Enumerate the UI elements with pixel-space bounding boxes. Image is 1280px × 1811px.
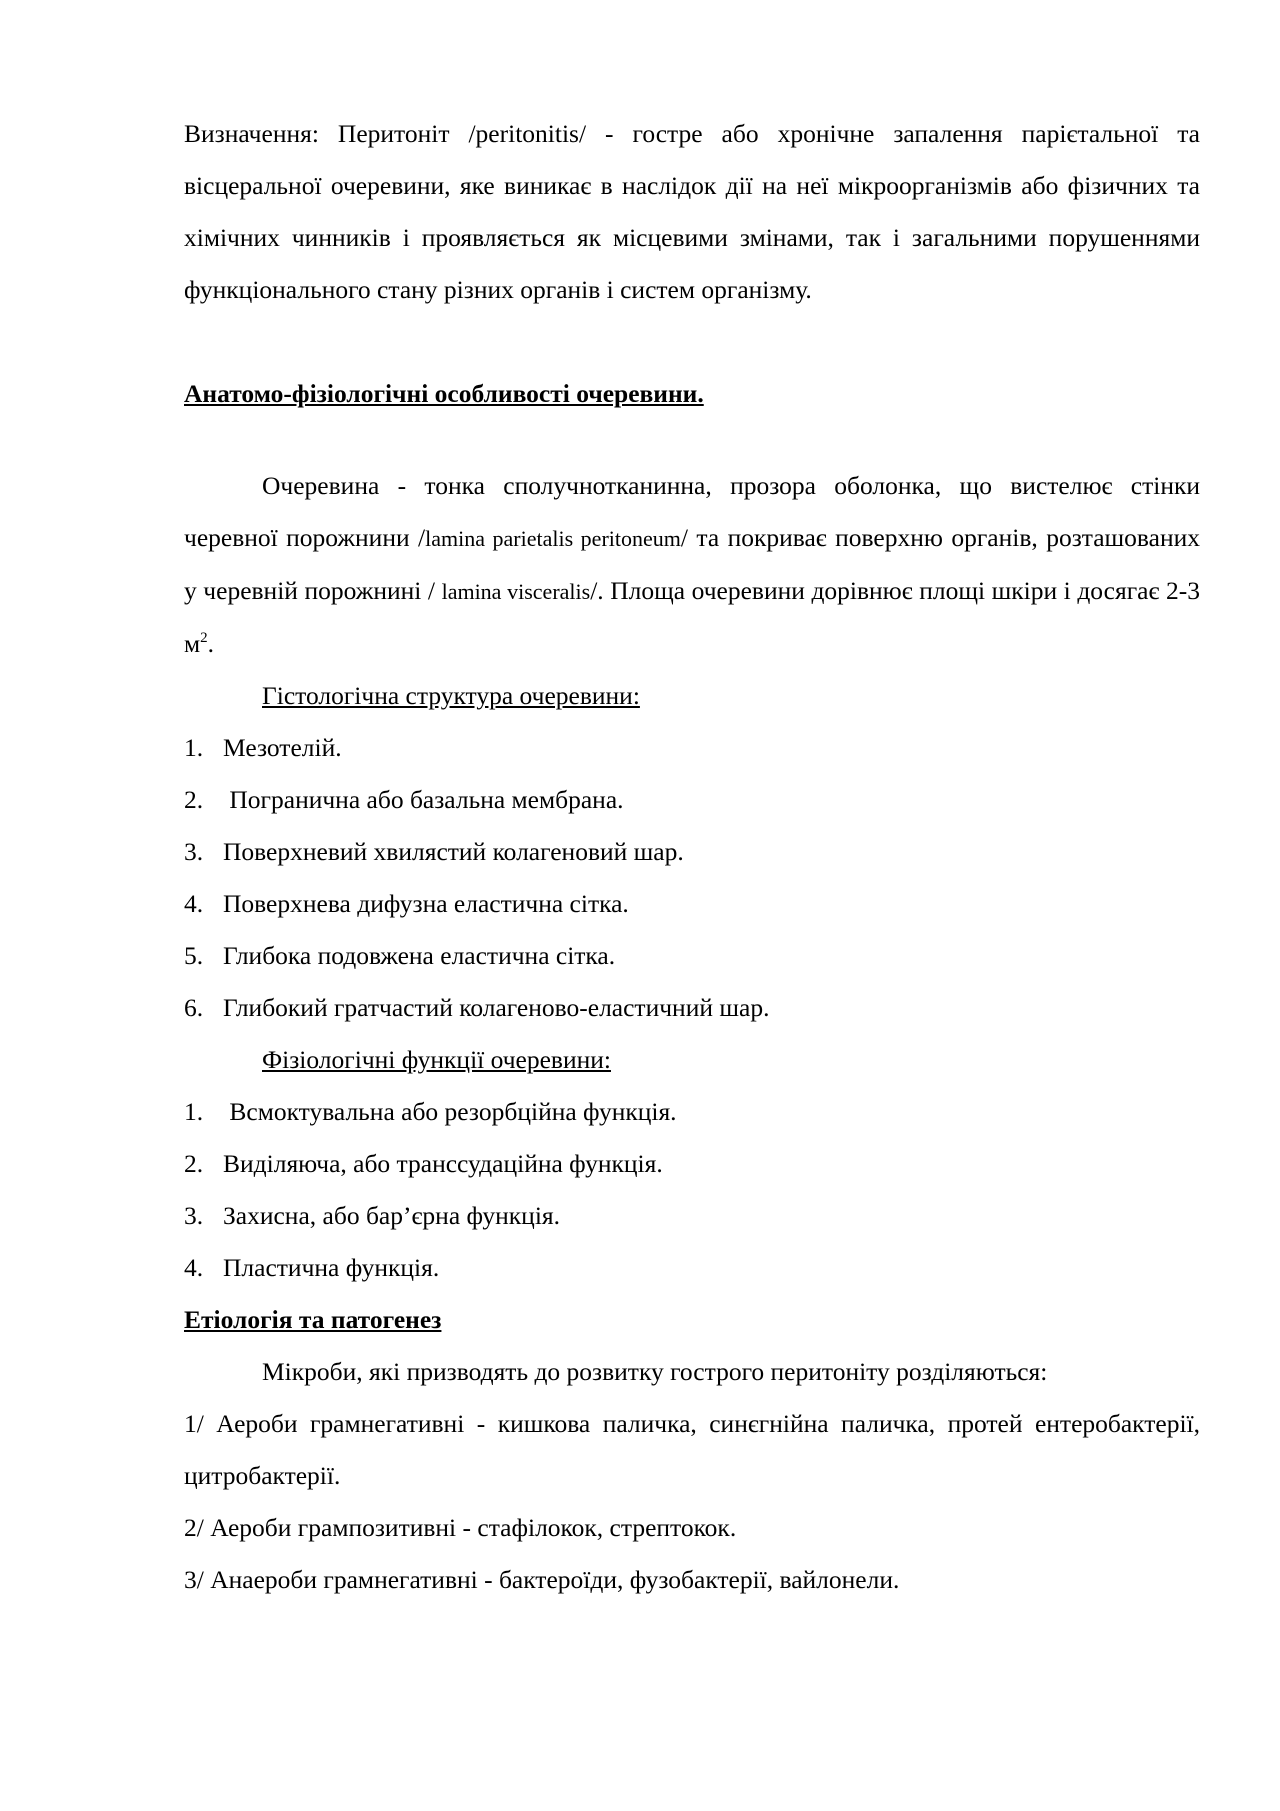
latin-term-parietalis: lamina parietalis peritoneum <box>425 526 681 551</box>
list-item-number: 4. <box>184 889 204 918</box>
list-item-text: Мезотелій. <box>223 733 342 762</box>
list-item <box>184 1138 1200 1190</box>
list-item <box>184 1190 1200 1242</box>
list-item-number: 1. <box>184 733 204 762</box>
microbe-group-2: 2/ Аероби грампозитивні - стафілокок, стрептокок. <box>184 1513 737 1542</box>
functions-list <box>184 1086 1200 1294</box>
list-item-number: 6. <box>184 993 204 1022</box>
functions-heading: Фізіологічні функції очеревини: <box>262 1045 611 1074</box>
list-item-text: Глибокий гратчастий колагеново-еластичний шар. <box>223 993 770 1022</box>
anatomy-heading: Анатомо-фізіологічні особливості очеревини. <box>184 379 704 408</box>
list-item <box>184 982 1200 1034</box>
definition-paragraph: Визначення: Перитоніт /peritonitis/ - гостре або хронічне запалення парієтальної та вісцеральної очеревини, яке виникає в наслідок дії на неї мікроорганізмів або фізичних та хімічних чинників і проявляється як місцевими змінами, так і загальними порушеннями функціонального стану різних органів і систем організму. <box>184 119 1200 304</box>
list-item <box>184 1242 1200 1294</box>
list-item <box>184 930 1200 982</box>
microbe-group-1: 1/ Аероби грамнегативні - кишкова паличка, синєгнійна паличка, протей ентеробактерії, цитробактерії. <box>184 1409 1200 1490</box>
list-item-text: Поверхнева дифузна еластична сітка. <box>223 889 629 918</box>
list-item-number: 3. <box>184 837 204 866</box>
etiology-heading: Етіологія та патогенез <box>184 1305 442 1334</box>
list-item <box>184 878 1200 930</box>
latin-term-visceralis: lamina visceralis <box>441 579 591 604</box>
anatomy-text-1: Очеревина - тонка сполучнотканинна, прозора оболонка, що вистелює стінки черевної порожнини / <box>184 471 1200 552</box>
histology-heading: Гістологічна структура очеревини: <box>262 681 640 710</box>
list-item-text: Всмоктувальна або резорбційна функція. <box>223 1097 677 1126</box>
list-item-number: 2. <box>184 1149 204 1178</box>
list-item-text: Поверхневий хвилястий колагеновий шар. <box>223 837 684 866</box>
list-item-text: Пластична функція. <box>223 1253 440 1282</box>
list-item-number: 1. <box>184 1097 204 1126</box>
document-page <box>184 108 1200 1606</box>
list-item <box>184 1086 1200 1138</box>
anatomy-paragraph <box>184 460 1200 670</box>
etiology-intro: Мікроби, які призводять до розвитку гострого перитоніту розділяються: <box>262 1357 1048 1386</box>
anatomy-text-3: /. Площа очеревини дорівнює площі шкіри і досягає 2-3 м <box>184 576 1200 658</box>
microbe-group-3: 3/ Анаероби грамнегативні - бактероїди, фузобактерії, вайлонели. <box>184 1565 900 1594</box>
list-item-number: 2. <box>184 785 204 814</box>
area-superscript: 2 <box>200 630 208 646</box>
list-item <box>184 826 1200 878</box>
list-item-text: Погранична або базальна мембрана. <box>223 785 624 814</box>
list-item-text: Глибока подовжена еластична сітка. <box>223 941 616 970</box>
list-item <box>184 774 1200 826</box>
list-item-number: 5. <box>184 941 204 970</box>
histology-list <box>184 722 1200 1034</box>
anatomy-text-end: . <box>207 629 215 658</box>
list-item-number: 4. <box>184 1253 204 1282</box>
list-item-text: Виділяюча, або транссудаційна функція. <box>223 1149 663 1178</box>
list-item <box>184 722 1200 774</box>
list-item-number: 3. <box>184 1201 204 1230</box>
anatomy-text-2: / та покриває поверхню органів, розташованих у черевній порожнині / <box>184 523 1200 605</box>
list-item-text: Захисна, або бар’єрна функція. <box>223 1201 561 1230</box>
